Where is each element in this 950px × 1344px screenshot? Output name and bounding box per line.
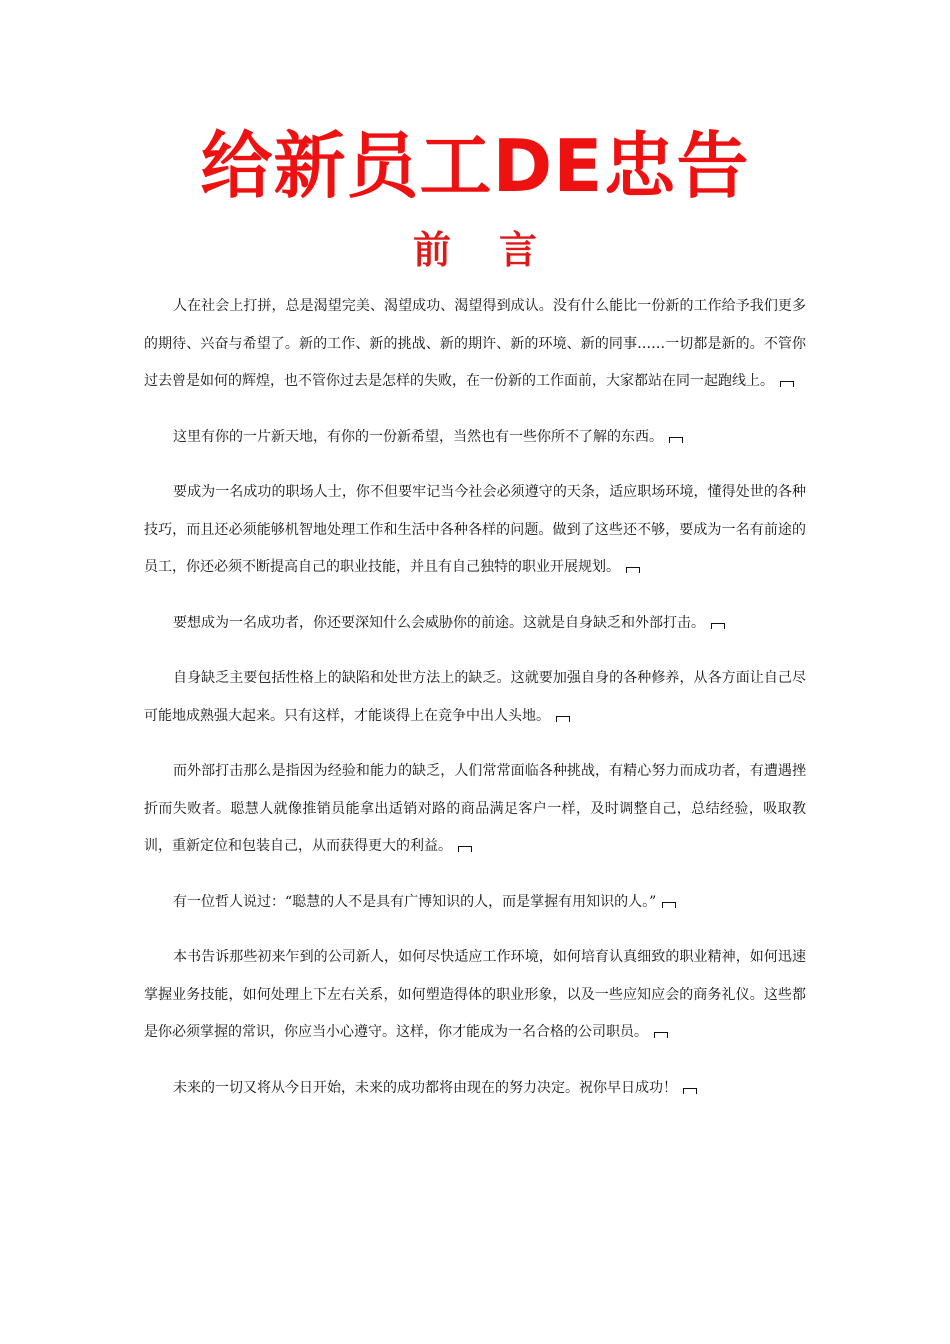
paragraph: 要成为一名成功的职场人士，你不但要牢记当今社会必须遵守的天条，适应职场环境，懂得处世的各种技巧，而且还必须能够机智地处理工作和生活中各种各样的问题。做到了这些还不够，要成为一名有前途的员工，你还必须不断提高自己的职业技能，并且有自己独特的职业开展规划。 — [144, 484, 806, 575]
paragraph-mark-icon — [556, 716, 570, 722]
preface-heading-left: 前 — [412, 227, 451, 272]
paragraph-mark-icon — [780, 381, 794, 387]
preface-body — [144, 288, 806, 1125]
paragraph: 有一位哲人说过：“聪慧的人不是具有广博知识的人，而是掌握有用知识的人。” — [144, 884, 806, 922]
paragraph-mark-icon — [669, 437, 683, 443]
paragraph: 未来的一切又将从今日开始，未来的成功都将由现在的努力决定。祝你早日成功！ — [144, 1070, 806, 1108]
document-title: 给新员工DE忠告 — [200, 124, 750, 208]
paragraph-mark-icon — [458, 846, 472, 852]
paragraph-mark-icon — [626, 567, 640, 573]
preface-heading — [0, 222, 950, 278]
paragraph-mark-icon — [683, 1088, 697, 1094]
paragraph-mark-icon — [662, 902, 676, 908]
paragraph-mark-icon — [711, 623, 725, 629]
paragraph: 人在社会上打拼，总是渴望完美、渴望成功、渴望得到成认。没有什么能比一份新的工作给予我们更多的期待、兴奋与希望了。新的工作、新的挑战、新的期许、新的环境、新的同事……一切都是新的。不管你过去曾是如何的辉煌，也不管你过去是怎样的失败，在一份新的工作面前，大家都站在同一起跑线上。 — [144, 298, 806, 389]
paragraph: 这里有你的一片新天地，有你的一份新希望，当然也有一些你所不了解的东西。 — [144, 419, 806, 457]
paragraph-mark-icon — [654, 1032, 668, 1038]
paragraph: 自身缺乏主要包括性格上的缺陷和处世方法上的缺乏。这就要加强自身的各种修养，从各方面让自己尽可能地成熟强大起来。只有这样，才能谈得上在竞争中出人头地。 — [144, 670, 806, 724]
preface-heading-right: 言 — [499, 227, 538, 272]
paragraph: 要想成为一名成功者，你还要深知什么会威胁你的前途。这就是自身缺乏和外部打击。 — [144, 605, 806, 643]
paragraph: 本书告诉那些初来乍到的公司新人，如何尽快适应工作环境，如何培育认真细致的职业精神，如何迅速掌握业务技能，如何处理上下左右关系，如何塑造得体的职业形象，以及一些应知应会的商务礼仪。这些都是你必须掌握的常识，你应当小心遵守。这样，你才能成为一名合格的公司职员。 — [144, 949, 806, 1040]
paragraph: 而外部打击那么是指因为经验和能力的缺乏，人们常常面临各种挑战，有精心努力而成功者，有遭遇挫折而失败者。聪慧人就像推销员能拿出适销对路的商品满足客户一样，及时调整自己，总结经验，吸取教训，重新定位和包装自己，从而获得更大的利益。 — [144, 763, 806, 854]
